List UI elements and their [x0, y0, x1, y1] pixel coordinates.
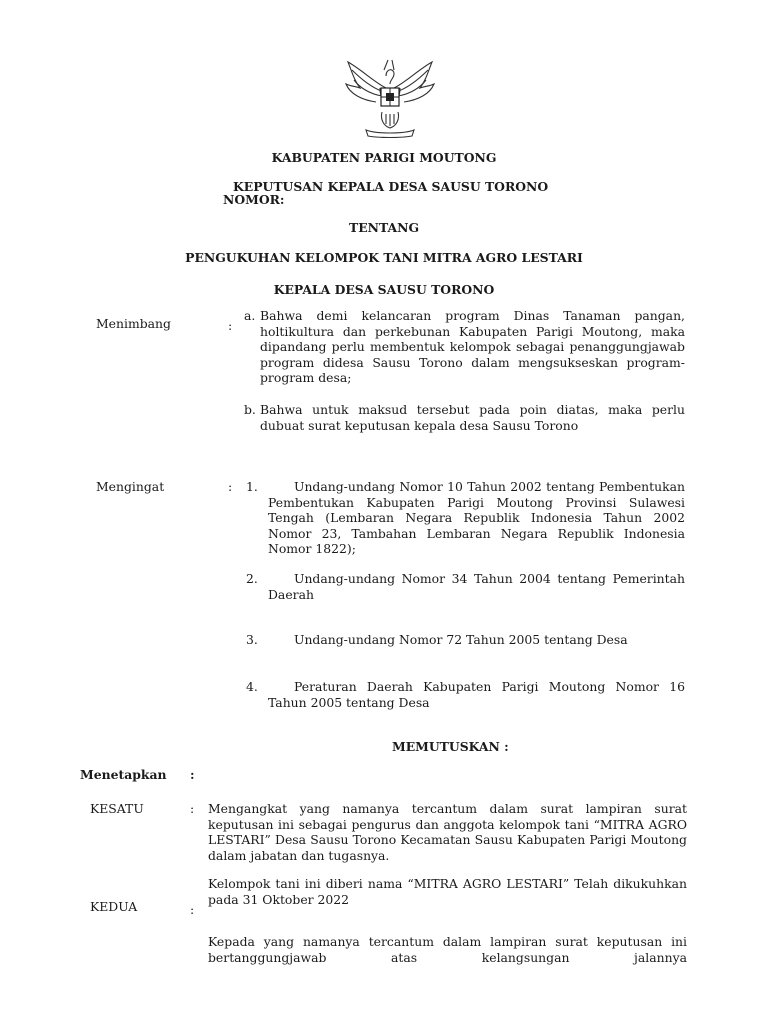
menetapkan-colon: : [190, 767, 195, 782]
mengingat-item-2: Undang-undang Nomor 34 Tahun 2004 tentang Pemerintah Daerah [268, 571, 685, 602]
memutuskan-heading: MEMUTUSKAN : [392, 739, 509, 754]
kedua-colon: : [190, 902, 195, 917]
mengingat-item-3: Undang-undang Nomor 72 Tahun 2005 tentang Desa [294, 632, 628, 647]
authority-heading: KEPALA DESA SAUSU TORONO [273, 282, 495, 297]
mengingat-marker-3: 3. [246, 632, 258, 647]
decree-title: KEPUTUSAN KEPALA DESA SAUSU TORONO [233, 179, 549, 194]
menetapkan-label: Menetapkan [80, 767, 167, 782]
kedua-text: Kelompok tani ini diberi nama “MITRA AGRO LESTARI” Telah dikukuhkan pada 31 Oktober 2022 [208, 876, 687, 907]
mengingat-colon: : [228, 479, 233, 494]
subject-heading: PENGUKUHAN KELOMPOK TANI MITRA AGRO LESTARI [185, 250, 583, 265]
kedua-label: KEDUA [90, 899, 138, 914]
menimbang-marker-b: b. [244, 402, 256, 417]
decree-number-label: NOMOR: [223, 192, 285, 207]
garuda-pancasila-emblem-icon [340, 54, 440, 138]
menimbang-colon: : [228, 318, 233, 333]
ketiga-partial-text: Kepada yang namanya tercantum dalam lampiran surat keputusan ini bertanggungjawab atas kelangsungan jalannya [208, 934, 687, 965]
mengingat-label: Mengingat [96, 479, 165, 494]
regency-heading: KABUPATEN PARIGI MOUTONG [271, 150, 497, 165]
menimbang-label: Menimbang [96, 316, 171, 331]
kesatu-text: Mengangkat yang namanya tercantum dalam surat lampiran surat keputusan ini sebagai pengurus dan anggota kelompok tani “MITRA AGRO LESTARI” Desa Sausu Torono Kecamatan Sausu Kabupaten Parigi Moutong dalam jabatan dan tugasnya. [208, 801, 687, 863]
menimbang-item-a: Bahwa demi kelancaran program Dinas Tanaman pangan, holtikultura dan perkebunan Kabupaten Parigi Moutong, maka dipandang perlu membentuk kelompok sebagai penanggungjawab program didesa Sausu Torono dalam mengsukseskan program-program desa; [260, 308, 685, 385]
mengingat-marker-4: 4. [246, 679, 258, 694]
menimbang-marker-a: a. [244, 308, 256, 323]
menimbang-item-b: Bahwa untuk maksud tersebut pada poin diatas, maka perlu dubuat surat keputusan kepala desa Sausu Torono [260, 402, 685, 433]
mengingat-item-1: Undang-undang Nomor 10 Tahun 2002 tentang Pembentukan Pembentukan Kabupaten Parigi Moutong Provinsi Sulawesi Tengah (Lembaran Negara Republik Indonesia Tahun 2002 Nomor 23, Tambahan Lembaran Negara Republik Indonesia Nomor 1822); [268, 479, 685, 556]
kesatu-label: KESATU [90, 801, 144, 816]
mengingat-item-4: Peraturan Daerah Kabupaten Parigi Moutong Nomor 16 Tahun 2005 tentang Desa [268, 679, 685, 710]
kesatu-colon: : [190, 801, 195, 816]
mengingat-marker-1: 1. [246, 479, 258, 494]
tentang-heading: TENTANG [348, 220, 420, 235]
mengingat-marker-2: 2. [246, 571, 258, 586]
